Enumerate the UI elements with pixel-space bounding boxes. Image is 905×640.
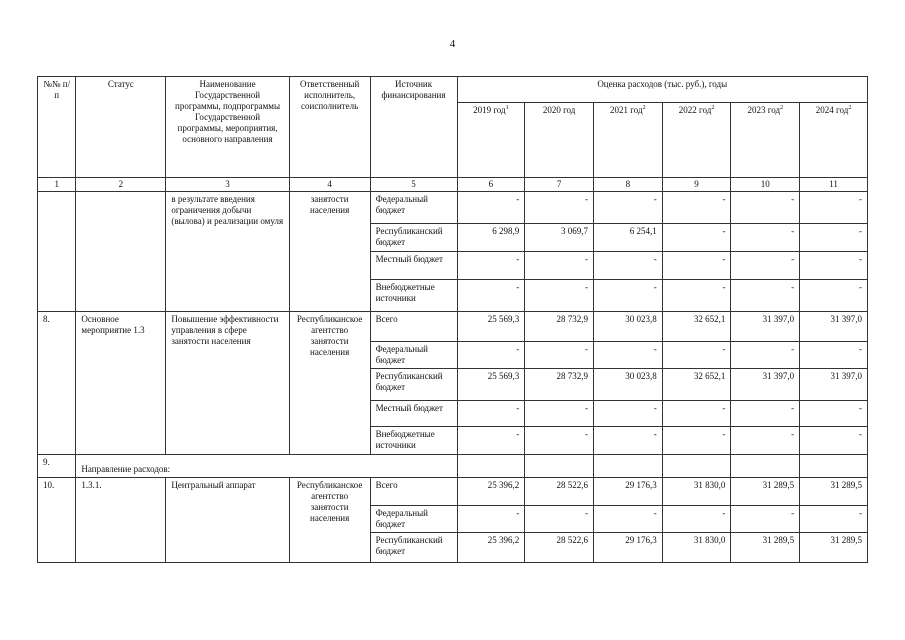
- source-cell: Всего: [370, 312, 457, 342]
- value-cell: -: [457, 506, 525, 533]
- source-cell: Федеральный бюджет: [370, 506, 457, 533]
- header-year: 2023 год$^2$: [731, 103, 800, 178]
- value-cell: -: [800, 506, 868, 533]
- value-cell: -: [662, 192, 731, 224]
- value-cell: -: [662, 342, 731, 369]
- column-number: 6: [457, 178, 525, 192]
- value-cell: -: [731, 224, 800, 252]
- header-year: 2020 год: [525, 103, 594, 178]
- value-cell: -: [662, 427, 731, 455]
- column-number: 3: [166, 178, 289, 192]
- source-cell: Внебюджетные источники: [370, 280, 457, 312]
- header-name: Наименование Государственной программы, подпрограммы Государственной программы, мероприятия, основного направления: [166, 77, 289, 178]
- header-executor: Ответственный исполнитель, соисполнитель: [289, 77, 370, 178]
- value-cell: -: [800, 252, 868, 280]
- source-cell: Местный бюджет: [370, 401, 457, 427]
- row-num-cell: [38, 192, 76, 312]
- table-row: [38, 192, 868, 224]
- source-cell: Федеральный бюджет: [370, 192, 457, 224]
- value-cell: 32 652,1: [662, 312, 731, 342]
- value-cell: -: [662, 506, 731, 533]
- expenses-table: [37, 76, 868, 563]
- value-cell: 25 396,2: [457, 533, 525, 563]
- value-cell: -: [525, 280, 594, 312]
- value-cell: 31 830,0: [662, 478, 731, 506]
- value-cell: -: [525, 427, 594, 455]
- value-cell: 31 289,5: [800, 478, 868, 506]
- value-cell: 6 254,1: [593, 224, 662, 252]
- expense-direction-label: Направление расходов:: [76, 455, 457, 478]
- value-cell: 28 732,9: [525, 369, 594, 401]
- header-year: 2019 год$^1$: [457, 103, 525, 178]
- value-cell: -: [457, 427, 525, 455]
- source-cell: Республиканский бюджет: [370, 369, 457, 401]
- header-source: Источник финансирования: [370, 77, 457, 178]
- source-cell: Местный бюджет: [370, 252, 457, 280]
- header-status: Статус: [76, 77, 166, 178]
- page-number: 4: [449, 38, 456, 50]
- value-cell: -: [457, 401, 525, 427]
- value-cell: 31 397,0: [731, 369, 800, 401]
- source-cell: Республиканский бюджет: [370, 224, 457, 252]
- value-cell: -: [457, 342, 525, 369]
- row-executor-cell: Республиканское агентство занятости населения: [289, 312, 370, 455]
- value-cell: 31 830,0: [662, 533, 731, 563]
- value-cell: -: [800, 342, 868, 369]
- header-expenses-group: Оценка расходов (тыс. руб.), годы: [457, 77, 868, 103]
- source-cell: Всего: [370, 478, 457, 506]
- value-cell: [662, 455, 731, 478]
- value-cell: -: [800, 427, 868, 455]
- table-row: [38, 478, 868, 506]
- value-cell: -: [457, 280, 525, 312]
- value-cell: 31 289,5: [800, 533, 868, 563]
- value-cell: -: [731, 401, 800, 427]
- value-cell: -: [731, 342, 800, 369]
- value-cell: -: [662, 224, 731, 252]
- value-cell: -: [457, 252, 525, 280]
- row-num-cell: 10.: [38, 478, 76, 563]
- value-cell: 29 176,3: [593, 478, 662, 506]
- value-cell: 3 069,7: [525, 224, 594, 252]
- source-cell: Федеральный бюджет: [370, 342, 457, 369]
- column-number: 7: [525, 178, 594, 192]
- row-executor-cell: Республиканское агентство занятости населения: [289, 478, 370, 563]
- value-cell: -: [593, 192, 662, 224]
- value-cell: 31 397,0: [800, 369, 868, 401]
- value-cell: 28 522,6: [525, 478, 594, 506]
- source-cell: Республиканский бюджет: [370, 533, 457, 563]
- column-number: 11: [800, 178, 868, 192]
- value-cell: -: [457, 192, 525, 224]
- value-cell: -: [525, 192, 594, 224]
- value-cell: 25 396,2: [457, 478, 525, 506]
- row-name-cell: в результате введения ограничения добычи (вылова) и реализации омуля: [166, 192, 289, 312]
- value-cell: -: [593, 252, 662, 280]
- value-cell: -: [525, 506, 594, 533]
- table-row: [38, 312, 868, 342]
- value-cell: 31 289,5: [731, 533, 800, 563]
- value-cell: -: [731, 280, 800, 312]
- row-num-cell: 9.: [38, 455, 76, 478]
- row-status-cell: [76, 192, 166, 312]
- value-cell: -: [525, 342, 594, 369]
- value-cell: -: [800, 401, 868, 427]
- value-cell: 25 569,3: [457, 312, 525, 342]
- value-cell: 28 522,6: [525, 533, 594, 563]
- value-cell: 30 023,8: [593, 312, 662, 342]
- table-row: [38, 455, 868, 478]
- value-cell: 30 023,8: [593, 369, 662, 401]
- value-cell: [731, 455, 800, 478]
- value-cell: [800, 455, 868, 478]
- header-year: 2022 год$^2$: [662, 103, 731, 178]
- value-cell: -: [593, 280, 662, 312]
- column-number: 5: [370, 178, 457, 192]
- column-number: 9: [662, 178, 731, 192]
- column-number: 8: [593, 178, 662, 192]
- value-cell: -: [593, 401, 662, 427]
- header-num: №№ п/п: [38, 77, 76, 178]
- value-cell: [457, 455, 525, 478]
- value-cell: 6 298,9: [457, 224, 525, 252]
- column-number: 4: [289, 178, 370, 192]
- column-numbers-row: [38, 178, 868, 192]
- value-cell: -: [800, 192, 868, 224]
- value-cell: -: [593, 427, 662, 455]
- value-cell: -: [662, 252, 731, 280]
- value-cell: -: [731, 192, 800, 224]
- value-cell: [593, 455, 662, 478]
- value-cell: -: [525, 401, 594, 427]
- source-cell: Внебюджетные источники: [370, 427, 457, 455]
- value-cell: 25 569,3: [457, 369, 525, 401]
- row-num-cell: 8.: [38, 312, 76, 455]
- value-cell: [525, 455, 594, 478]
- row-name-cell: Центральный аппарат: [166, 478, 289, 563]
- value-cell: 31 397,0: [731, 312, 800, 342]
- value-cell: 31 289,5: [731, 478, 800, 506]
- value-cell: 31 397,0: [800, 312, 868, 342]
- value-cell: 28 732,9: [525, 312, 594, 342]
- value-cell: -: [662, 401, 731, 427]
- column-number: 10: [731, 178, 800, 192]
- header-year: 2021 год$^2$: [593, 103, 662, 178]
- value-cell: -: [731, 506, 800, 533]
- value-cell: -: [593, 342, 662, 369]
- value-cell: -: [800, 224, 868, 252]
- value-cell: 32 652,1: [662, 369, 731, 401]
- header-year: 2024 год$^2$: [800, 103, 868, 178]
- value-cell: -: [662, 280, 731, 312]
- row-executor-cell: занятости населения: [289, 192, 370, 312]
- row-name-cell: Повышение эффективности управления в сфере занятости населения: [166, 312, 289, 455]
- value-cell: -: [731, 427, 800, 455]
- value-cell: -: [525, 252, 594, 280]
- column-number: 1: [38, 178, 76, 192]
- column-number: 2: [76, 178, 166, 192]
- row-status-cell: Основное мероприятие 1.3: [76, 312, 166, 455]
- value-cell: 29 176,3: [593, 533, 662, 563]
- value-cell: -: [800, 280, 868, 312]
- row-status-cell: 1.3.1.: [76, 478, 166, 563]
- value-cell: -: [593, 506, 662, 533]
- value-cell: -: [731, 252, 800, 280]
